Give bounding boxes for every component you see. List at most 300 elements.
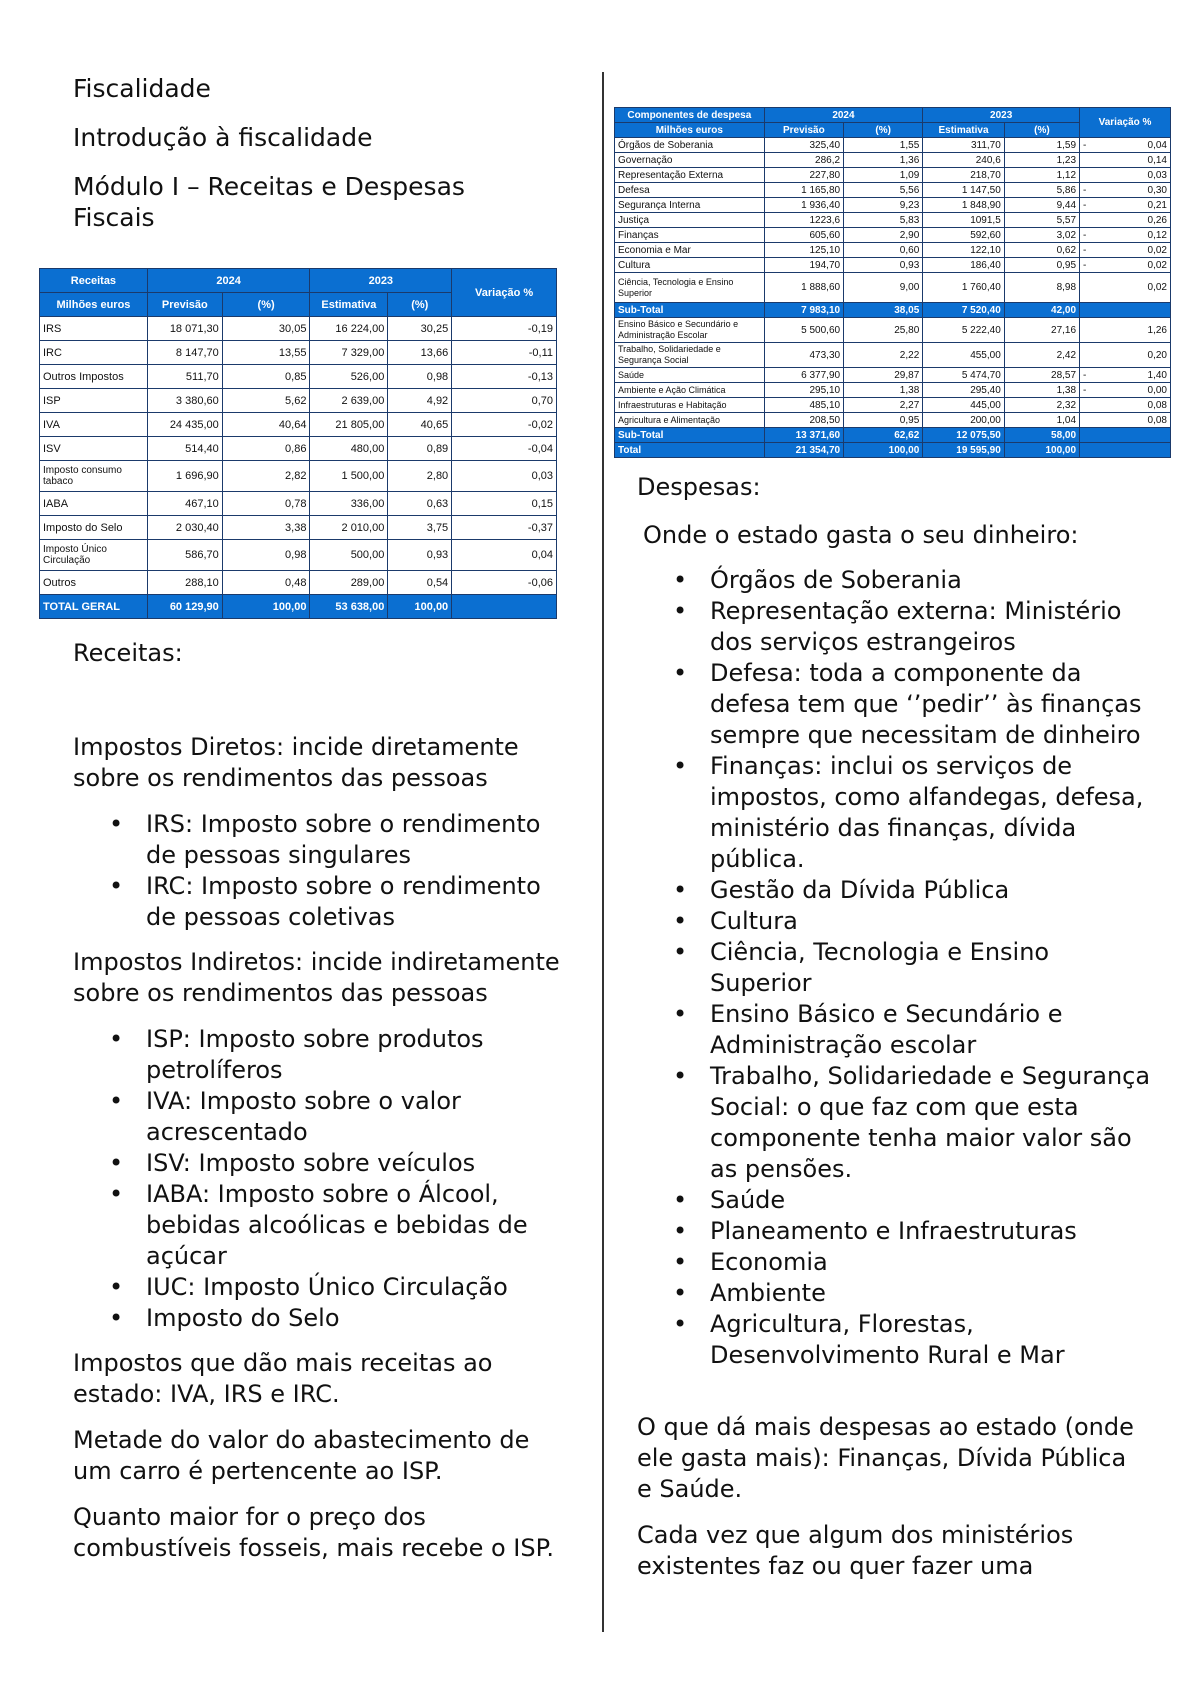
row-label: Finanças — [615, 228, 765, 243]
total-row — [40, 595, 557, 619]
table-cell: 9,44 — [1004, 198, 1079, 213]
table-cell: 1,23 — [1004, 153, 1079, 168]
header-variacao: Variação % — [1080, 108, 1171, 138]
table-cell: 1,40 — [1094, 368, 1171, 383]
table-cell: 455,00 — [923, 343, 1005, 368]
row-label: Imposto Único Circulação — [40, 540, 148, 571]
list-item: • Cultura — [637, 906, 1157, 937]
impostos-diretos-list — [73, 809, 573, 933]
table-cell: 5,83 — [844, 213, 923, 228]
table-cell: 0,89 — [388, 437, 452, 461]
table-cell: 1 500,00 — [310, 461, 388, 492]
table-cell: 0,60 — [844, 243, 923, 258]
table-cell: 27,16 — [1004, 318, 1079, 343]
table-cell: 514,40 — [147, 437, 222, 461]
row-label: Imposto do Selo — [40, 516, 148, 540]
impostos-diretos-intro: Impostos Diretos: incide diretamente sobre os rendimentos das pessoas — [73, 733, 519, 792]
table-cell: - — [1080, 383, 1094, 398]
row-label: Representação Externa — [615, 168, 765, 183]
table-cell: 125,10 — [764, 243, 843, 258]
table-cell: 0,04 — [1094, 138, 1171, 153]
table-cell: 18 071,30 — [147, 317, 222, 341]
row-label: Total — [615, 443, 765, 458]
table-cell: 5,62 — [222, 389, 310, 413]
table-cell: 336,00 — [310, 492, 388, 516]
table-cell: - — [1080, 243, 1094, 258]
paragraph-abastecimento: Metade do valor do abastecimento de um carro é pertencente ao ISP. — [73, 1426, 530, 1485]
table-cell: 3 380,60 — [147, 389, 222, 413]
table-cell: 30,25 — [388, 317, 452, 341]
table-cell: 0,62 — [1004, 243, 1079, 258]
table-cell: - — [1080, 138, 1094, 153]
list-item: • ISP: Imposto sobre produtos petrolíferos — [73, 1024, 553, 1086]
table-cell: 0,21 — [1094, 198, 1171, 213]
table-cell — [1080, 273, 1094, 303]
table-cell: 0,98 — [222, 540, 310, 571]
table-cell: 1223,6 — [764, 213, 843, 228]
receitas-heading: Receitas: — [73, 639, 183, 667]
table-cell: 0,12 — [1094, 228, 1171, 243]
doc-subtitle: Introdução à fiscalidade — [73, 123, 373, 152]
table-cell: 7 520,40 — [923, 303, 1005, 318]
list-item: • Saúde — [637, 1185, 1157, 1216]
row-label: IABA — [40, 492, 148, 516]
list-item: • Planeamento e Infraestruturas — [637, 1216, 1157, 1247]
table-cell: 3,38 — [222, 516, 310, 540]
total-row — [615, 443, 1171, 458]
table-cell: 1,36 — [844, 153, 923, 168]
header-pct-2023: (%) — [1004, 123, 1079, 138]
table-cell: 1,55 — [844, 138, 923, 153]
row-label: Outros — [40, 571, 148, 595]
table-row — [615, 183, 1171, 198]
table-cell: - — [1080, 368, 1094, 383]
row-label: Defesa — [615, 183, 765, 198]
total-cell — [452, 595, 557, 619]
table-cell — [1080, 428, 1094, 443]
table-cell: 1,04 — [1004, 413, 1079, 428]
table-cell: 5,56 — [844, 183, 923, 198]
table-cell: 0,08 — [1094, 398, 1171, 413]
table-cell: 8,98 — [1004, 273, 1079, 303]
list-item: • Economia — [637, 1247, 1157, 1278]
table-cell: 0,02 — [1094, 258, 1171, 273]
table-cell: 467,10 — [147, 492, 222, 516]
table-cell: 38,05 — [844, 303, 923, 318]
table-row — [615, 138, 1171, 153]
table-cell: 40,65 — [388, 413, 452, 437]
table-cell: 1 696,90 — [147, 461, 222, 492]
table-row — [615, 273, 1171, 303]
table-cell: 0,08 — [1094, 413, 1171, 428]
table-cell: 0,63 — [388, 492, 452, 516]
table-cell: 0,02 — [1094, 273, 1171, 303]
table-row — [40, 317, 557, 341]
table-cell: 0,78 — [222, 492, 310, 516]
row-label: Agricultura e Alimentação — [615, 413, 765, 428]
list-item: • IVA: Imposto sobre o valor acrescentado — [73, 1086, 553, 1148]
total-cell: 100,00 — [222, 595, 310, 619]
table-row — [40, 461, 557, 492]
table-row — [40, 413, 557, 437]
table-cell: 21 354,70 — [764, 443, 843, 458]
table-cell: 21 805,00 — [310, 413, 388, 437]
row-label: Imposto consumo tabaco — [40, 461, 148, 492]
table-cell: 325,40 — [764, 138, 843, 153]
row-label: ISP — [40, 389, 148, 413]
table-row — [40, 492, 557, 516]
table-cell: 0,93 — [388, 540, 452, 571]
header-2023: 2023 — [310, 269, 452, 293]
table-cell: 2,27 — [844, 398, 923, 413]
table-cell: 2,80 — [388, 461, 452, 492]
list-item: • Órgãos de Soberania — [637, 565, 1157, 596]
table-cell: 8 147,70 — [147, 341, 222, 365]
row-label: Sub-Total — [615, 303, 765, 318]
module-title: Módulo I – Receitas e Despesas Fiscais — [73, 172, 465, 232]
list-item: • IRS: Imposto sobre o rendimento de pessoas singulares — [73, 809, 573, 871]
list-item: • Imposto do Selo — [73, 1303, 553, 1334]
row-label: Ensino Básico e Secundário e Administração Escolar — [615, 318, 765, 343]
table-cell: 0,15 — [452, 492, 557, 516]
table-cell: 0,20 — [1094, 343, 1171, 368]
receitas-table — [39, 268, 557, 619]
table-cell: 0,95 — [1004, 258, 1079, 273]
table-cell: 1,12 — [1004, 168, 1079, 183]
paragraph-mais-despesas: O que dá mais despesas ao estado (onde ele gasta mais): Finanças, Dívida Pública e Saúde. — [637, 1413, 1134, 1503]
row-label: Ciência, Tecnologia e Ensino Superior — [615, 273, 765, 303]
table-row — [615, 153, 1171, 168]
table-cell: 194,70 — [764, 258, 843, 273]
table-row — [615, 343, 1171, 368]
header-pct-2024: (%) — [222, 293, 310, 317]
table-cell: -0,11 — [452, 341, 557, 365]
table-cell: - — [1080, 183, 1094, 198]
table-cell: - — [1080, 228, 1094, 243]
table-row — [615, 318, 1171, 343]
table-row — [615, 413, 1171, 428]
table-cell: 286,2 — [764, 153, 843, 168]
row-label: Infraestruturas e Habitação — [615, 398, 765, 413]
table-cell: 1 888,60 — [764, 273, 843, 303]
column-divider — [602, 72, 604, 1632]
table-row — [615, 213, 1171, 228]
paragraph-ministerios: Cada vez que algum dos ministérios existentes faz ou quer fazer uma — [637, 1521, 1074, 1580]
table-cell: 5 474,70 — [923, 368, 1005, 383]
header-estimativa: Estimativa — [923, 123, 1005, 138]
table-cell — [1080, 413, 1094, 428]
table-cell: 5 222,40 — [923, 318, 1005, 343]
header-variacao: Variação % — [452, 269, 557, 317]
header-2024: 2024 — [147, 269, 310, 293]
impostos-indiretos-intro: Impostos Indiretos: incide indiretamente sobre os rendimentos das pessoas — [73, 948, 560, 1007]
table-cell: 2,32 — [1004, 398, 1079, 413]
table-cell: -0,19 — [452, 317, 557, 341]
table-cell: 3,02 — [1004, 228, 1079, 243]
despesas-table-body — [615, 138, 1171, 458]
table-row — [40, 516, 557, 540]
table-row — [615, 228, 1171, 243]
table-cell: 2 030,40 — [147, 516, 222, 540]
table-row — [615, 368, 1171, 383]
table-cell: 0,14 — [1094, 153, 1171, 168]
table-cell: 1,59 — [1004, 138, 1079, 153]
row-label: Outros Impostos — [40, 365, 148, 389]
table-cell: 0,04 — [452, 540, 557, 571]
paragraph-combustiveis: Quanto maior for o preço dos combustíveis fosseis, mais recebe o ISP. — [73, 1503, 554, 1562]
table-cell: 227,80 — [764, 168, 843, 183]
table-cell: 0,85 — [222, 365, 310, 389]
list-item: • Agricultura, Florestas, Desenvolvimento Rural e Mar — [637, 1309, 1157, 1371]
total-cell: 60 129,90 — [147, 595, 222, 619]
table-row — [615, 243, 1171, 258]
table-cell: 19 595,90 — [923, 443, 1005, 458]
header-componentes: Componentes de despesa — [615, 108, 765, 123]
table-cell: 200,00 — [923, 413, 1005, 428]
receitas-table-body — [40, 317, 557, 619]
row-label: Trabalho, Solidariedade e Segurança Social — [615, 343, 765, 368]
header-pct-2023: (%) — [388, 293, 452, 317]
table-cell: 0,54 — [388, 571, 452, 595]
table-cell: 186,40 — [923, 258, 1005, 273]
impostos-indiretos-list — [73, 1024, 573, 1334]
total-label: TOTAL GERAL — [40, 595, 148, 619]
list-item: • Representação externa: Ministério dos serviços estrangeiros — [637, 596, 1157, 658]
list-item: • Ambiente — [637, 1278, 1157, 1309]
table-cell: 0,48 — [222, 571, 310, 595]
table-cell: 1 760,40 — [923, 273, 1005, 303]
table-cell: 0,00 — [1094, 383, 1171, 398]
table-cell: 25,80 — [844, 318, 923, 343]
row-label: Órgãos de Soberania — [615, 138, 765, 153]
table-cell: 6 377,90 — [764, 368, 843, 383]
table-cell — [1094, 303, 1171, 318]
table-cell: 526,00 — [310, 365, 388, 389]
table-cell — [1080, 443, 1094, 458]
table-cell: 0,03 — [1094, 168, 1171, 183]
table-cell: 2 010,00 — [310, 516, 388, 540]
doc-title: Fiscalidade — [73, 74, 211, 103]
table-cell: 12 075,50 — [923, 428, 1005, 443]
table-cell: 218,70 — [923, 168, 1005, 183]
table-cell: 485,10 — [764, 398, 843, 413]
table-cell: 208,50 — [764, 413, 843, 428]
table-cell: 1,26 — [1094, 318, 1171, 343]
table-cell: - — [1080, 198, 1094, 213]
table-cell: - — [1080, 258, 1094, 273]
despesas-list — [637, 565, 1157, 1371]
table-cell: 7 983,10 — [764, 303, 843, 318]
table-cell: 511,70 — [147, 365, 222, 389]
table-cell: -0,04 — [452, 437, 557, 461]
row-label: IVA — [40, 413, 148, 437]
table-cell: 5,86 — [1004, 183, 1079, 198]
table-cell: 4,92 — [388, 389, 452, 413]
list-item: • Defesa: toda a componente da defesa tem que ‘’pedir’’ às finanças sempre que necessitam de dinheiro — [637, 658, 1157, 751]
row-label: Justiça — [615, 213, 765, 228]
table-cell: 9,00 — [844, 273, 923, 303]
despesas-paragraphs — [637, 1412, 1137, 1582]
table-cell: 311,70 — [923, 138, 1005, 153]
table-cell: 29,87 — [844, 368, 923, 383]
table-cell: -0,06 — [452, 571, 557, 595]
table-cell: 40,64 — [222, 413, 310, 437]
table-cell: 295,40 — [923, 383, 1005, 398]
table-row — [615, 198, 1171, 213]
row-label: Economia e Mar — [615, 243, 765, 258]
table-cell: 289,00 — [310, 571, 388, 595]
table-cell: 1,38 — [1004, 383, 1079, 398]
table-cell: 5,57 — [1004, 213, 1079, 228]
table-cell: -0,02 — [452, 413, 557, 437]
header-2024: 2024 — [764, 108, 923, 123]
subtotal-row — [615, 428, 1171, 443]
receitas-text — [73, 732, 573, 1564]
paragraph-mais-receitas: Impostos que dão mais receitas ao estado: IVA, IRS e IRC. — [73, 1349, 493, 1408]
header-estimativa: Estimativa — [310, 293, 388, 317]
table-cell: 1 936,40 — [764, 198, 843, 213]
table-cell: 62,62 — [844, 428, 923, 443]
table-cell: 0,26 — [1094, 213, 1171, 228]
table-cell: 16 224,00 — [310, 317, 388, 341]
table-row — [615, 398, 1171, 413]
header-pct-2024: (%) — [844, 123, 923, 138]
table-cell: 605,60 — [764, 228, 843, 243]
list-item: • Ciência, Tecnologia e Ensino Superior — [637, 937, 1157, 999]
list-item: • Finanças: inclui os serviços de impostos, como alfandegas, defesa, ministério das finanças, dívida pública. — [637, 751, 1157, 875]
list-item: • IUC: Imposto Único Circulação — [73, 1272, 553, 1303]
table-cell: 2,22 — [844, 343, 923, 368]
table-cell — [1080, 213, 1094, 228]
table-row — [40, 341, 557, 365]
despesas-table — [614, 107, 1171, 458]
row-label: Saúde — [615, 368, 765, 383]
table-cell: 473,30 — [764, 343, 843, 368]
table-cell: 9,23 — [844, 198, 923, 213]
row-label: IRC — [40, 341, 148, 365]
table-cell: 122,10 — [923, 243, 1005, 258]
table-cell — [1080, 318, 1094, 343]
row-label: Cultura — [615, 258, 765, 273]
table-cell: 42,00 — [1004, 303, 1079, 318]
table-header-row — [40, 269, 557, 293]
table-cell: 100,00 — [844, 443, 923, 458]
table-cell: 100,00 — [1004, 443, 1079, 458]
table-cell: 58,00 — [1004, 428, 1079, 443]
table-cell: 0,98 — [388, 365, 452, 389]
table-cell: 2,82 — [222, 461, 310, 492]
header-previsao: Previsão — [147, 293, 222, 317]
table-cell — [1094, 443, 1171, 458]
list-item: • Ensino Básico e Secundário e Administração escolar — [637, 999, 1157, 1061]
header-receitas: Receitas — [40, 269, 148, 293]
table-cell: 2,90 — [844, 228, 923, 243]
table-cell: 288,10 — [147, 571, 222, 595]
row-label: Sub-Total — [615, 428, 765, 443]
table-cell: 0,70 — [452, 389, 557, 413]
header-previsao: Previsão — [764, 123, 843, 138]
table-cell: 1,09 — [844, 168, 923, 183]
table-cell: 1 147,50 — [923, 183, 1005, 198]
table-cell: 0,95 — [844, 413, 923, 428]
list-item: • ISV: Imposto sobre veículos — [73, 1148, 553, 1179]
list-item: • Gestão da Dívida Pública — [637, 875, 1157, 906]
table-cell: 0,03 — [452, 461, 557, 492]
table-cell: 1,38 — [844, 383, 923, 398]
total-cell: 53 638,00 — [310, 595, 388, 619]
table-cell — [1080, 343, 1094, 368]
header-milhoes: Milhões euros — [40, 293, 148, 317]
list-item: • IABA: Imposto sobre o Álcool, bebidas alcoólicas e bebidas de açúcar — [73, 1179, 553, 1272]
table-cell — [1094, 428, 1171, 443]
table-row — [615, 258, 1171, 273]
table-cell: -0,13 — [452, 365, 557, 389]
table-cell — [1080, 303, 1094, 318]
table-row — [40, 540, 557, 571]
table-row — [615, 168, 1171, 183]
table-cell: 445,00 — [923, 398, 1005, 413]
table-cell: 13 371,60 — [764, 428, 843, 443]
table-cell: 1091,5 — [923, 213, 1005, 228]
table-cell: 13,66 — [388, 341, 452, 365]
table-cell — [1080, 398, 1094, 413]
table-cell: 3,75 — [388, 516, 452, 540]
table-cell: 295,10 — [764, 383, 843, 398]
row-label: Governação — [615, 153, 765, 168]
table-cell: 1 165,80 — [764, 183, 843, 198]
table-header-row — [615, 108, 1171, 123]
table-cell: 1 848,90 — [923, 198, 1005, 213]
despesas-intro: Onde o estado gasta o seu dinheiro: — [643, 521, 1079, 549]
table-cell: 0,30 — [1094, 183, 1171, 198]
table-cell: 24 435,00 — [147, 413, 222, 437]
row-label: Ambiente e Ação Climática — [615, 383, 765, 398]
table-cell: 0,93 — [844, 258, 923, 273]
table-row — [40, 389, 557, 413]
table-row — [615, 383, 1171, 398]
table-cell: 500,00 — [310, 540, 388, 571]
list-item: • Trabalho, Solidariedade e Segurança Social: o que faz com que esta componente tenha maior valor são as pensões. — [637, 1061, 1157, 1185]
table-cell: -0,37 — [452, 516, 557, 540]
table-cell: 0,02 — [1094, 243, 1171, 258]
table-cell: 2 639,00 — [310, 389, 388, 413]
table-cell — [1080, 153, 1094, 168]
table-cell: 0,86 — [222, 437, 310, 461]
table-row — [40, 365, 557, 389]
table-cell — [1080, 168, 1094, 183]
table-cell: 7 329,00 — [310, 341, 388, 365]
total-cell: 100,00 — [388, 595, 452, 619]
subtotal-row — [615, 303, 1171, 318]
header-2023: 2023 — [923, 108, 1080, 123]
table-row — [40, 571, 557, 595]
row-label: ISV — [40, 437, 148, 461]
table-cell: 480,00 — [310, 437, 388, 461]
despesas-heading: Despesas: — [637, 473, 761, 501]
table-cell: 30,05 — [222, 317, 310, 341]
table-cell: 240,6 — [923, 153, 1005, 168]
list-item: • IRC: Imposto sobre o rendimento de pessoas coletivas — [73, 871, 573, 933]
table-cell: 13,55 — [222, 341, 310, 365]
table-cell: 2,42 — [1004, 343, 1079, 368]
row-label: IRS — [40, 317, 148, 341]
table-cell: 28,57 — [1004, 368, 1079, 383]
header-milhoes: Milhões euros — [615, 123, 765, 138]
row-label: Segurança Interna — [615, 198, 765, 213]
table-cell: 592,60 — [923, 228, 1005, 243]
table-cell: 586,70 — [147, 540, 222, 571]
table-cell: 5 500,60 — [764, 318, 843, 343]
